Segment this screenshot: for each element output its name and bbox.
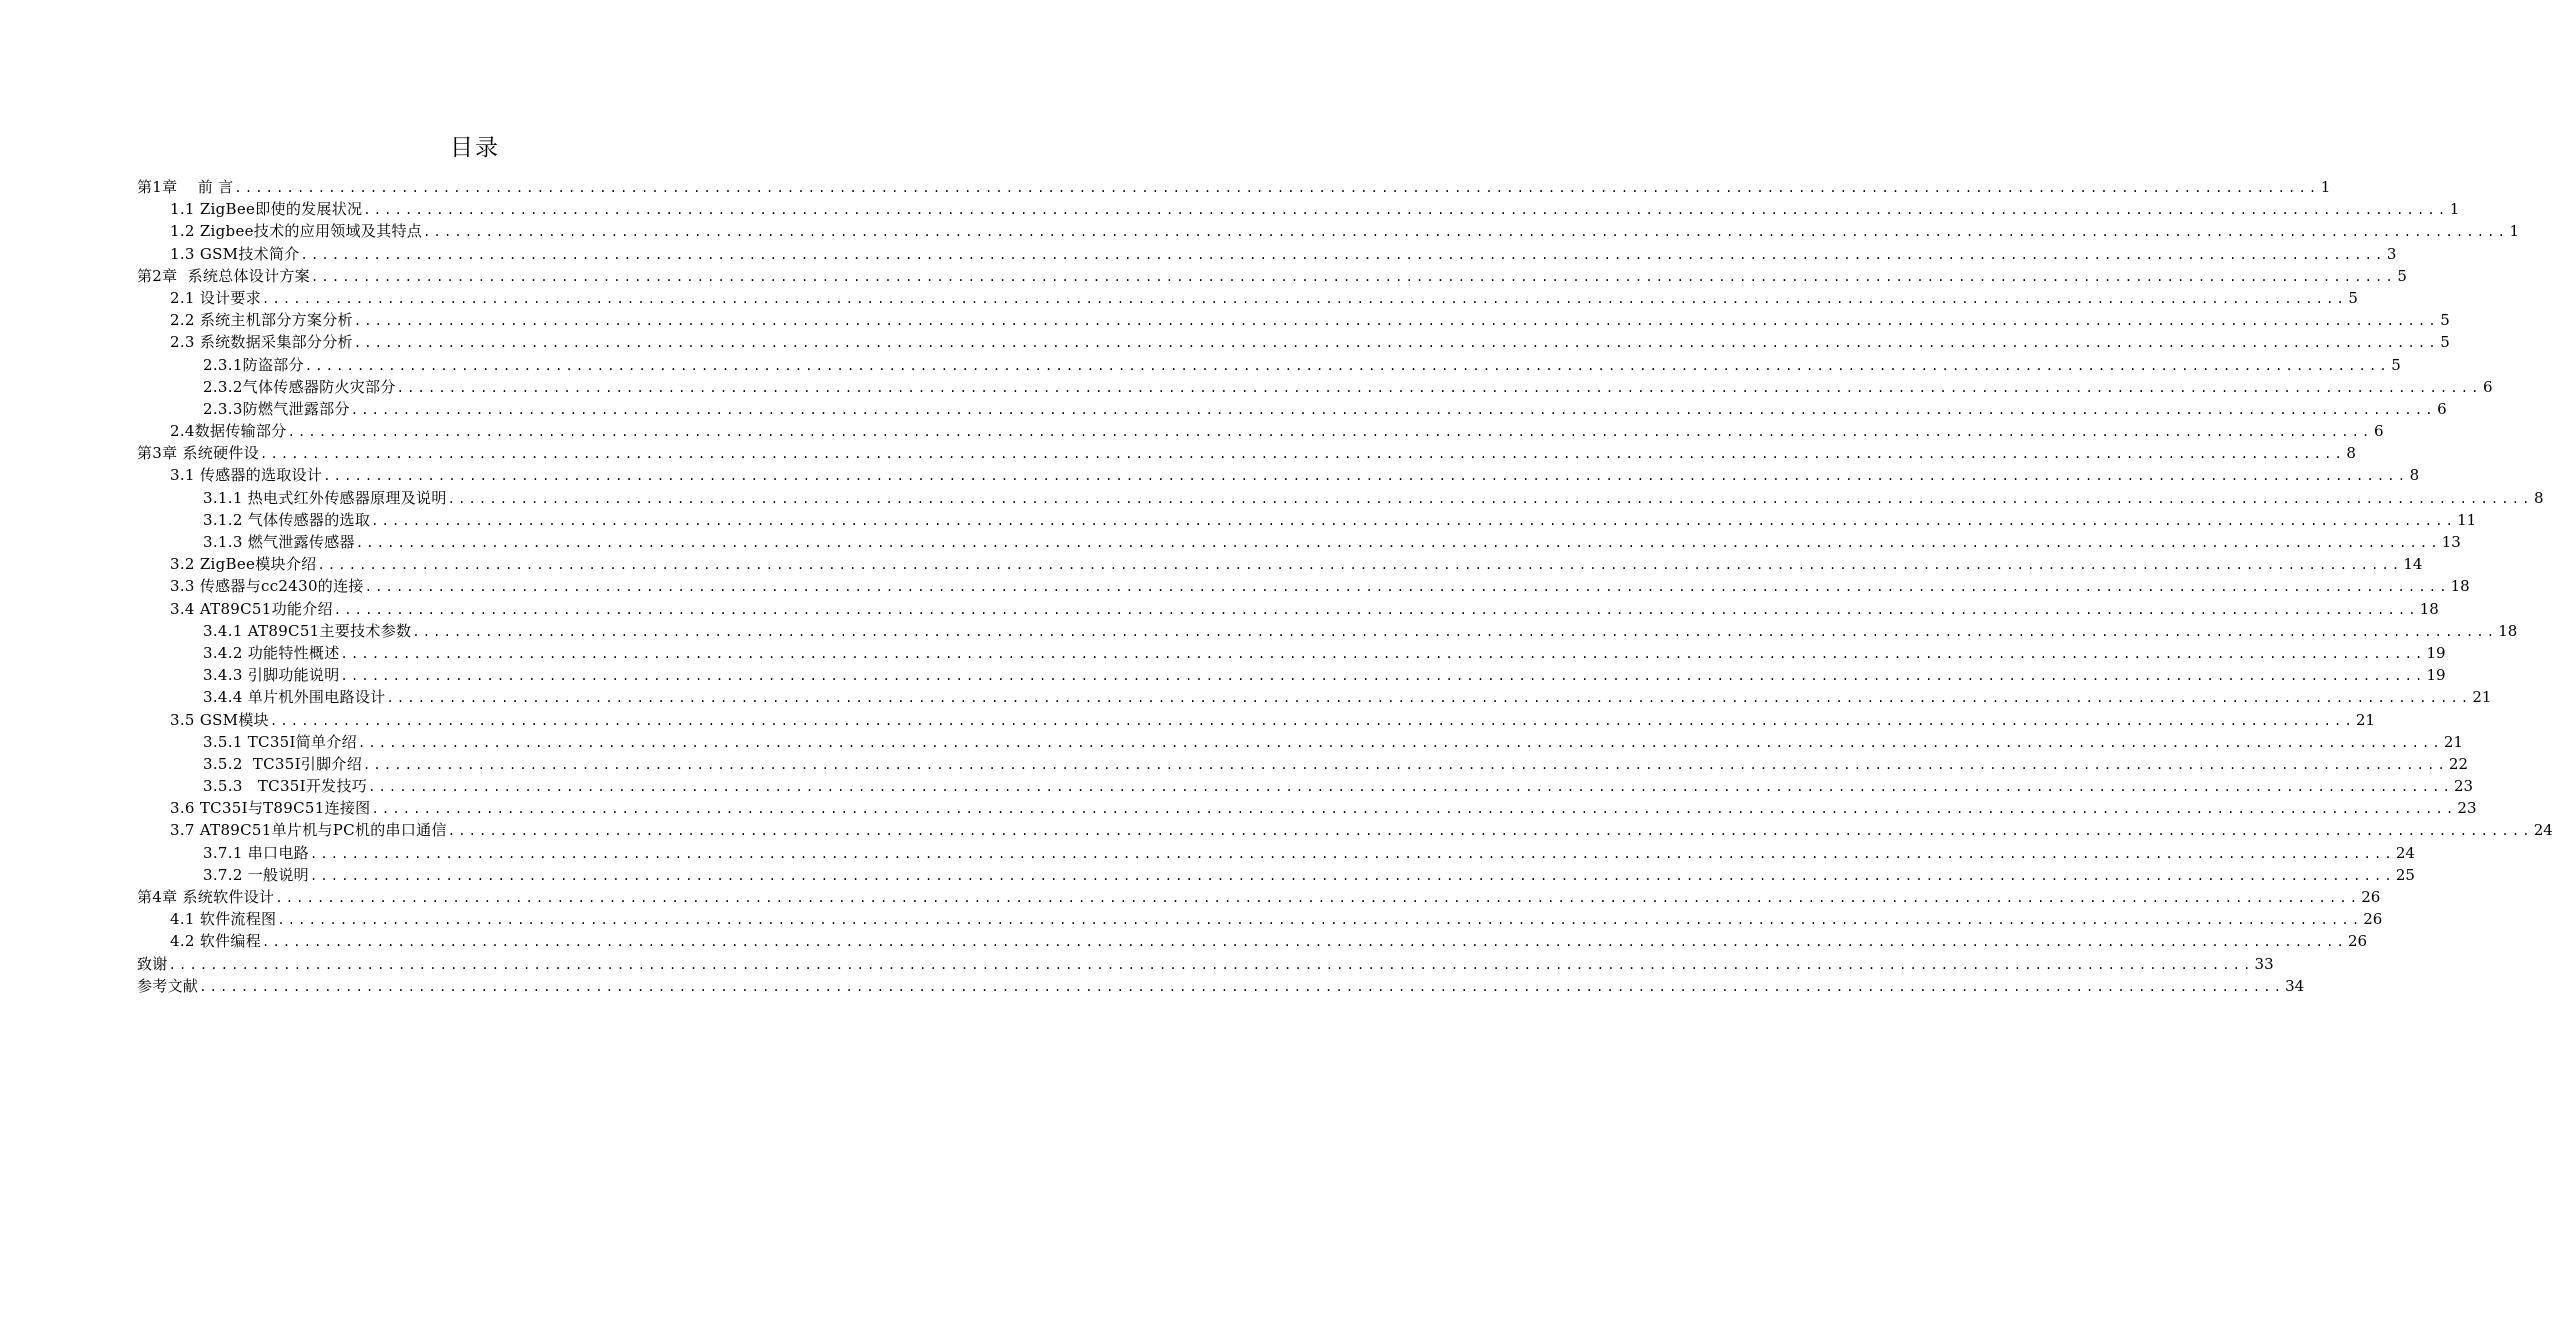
toc-entry-label: 3.1.3 燃气泄露传感器 xyxy=(203,533,355,551)
toc-entry-page-number: 19 xyxy=(2426,643,2446,662)
toc-dot-leader: ........................................................................................................................................................................................................ xyxy=(363,757,2448,772)
toc-dot-leader: ........................................................................................................................................................................................................ xyxy=(300,247,2386,262)
toc-entry[interactable] xyxy=(137,531,2461,553)
toc-entry[interactable] xyxy=(137,664,2446,686)
toc-entry[interactable] xyxy=(137,265,2407,287)
page-title: 目录 xyxy=(450,135,500,161)
toc-entry-page-number: 23 xyxy=(2457,799,2477,818)
toc-entry-page-number: 33 xyxy=(2254,954,2274,973)
toc-entry-label: 3.1 传感器的选取设计 xyxy=(170,466,323,485)
toc-dot-leader: ........................................................................................................................................................................................................ xyxy=(317,558,2403,573)
toc-entry-label: 3.3 传感器与cc2430的连接 xyxy=(170,577,364,596)
toc-entry[interactable] xyxy=(137,975,2305,997)
toc-entry-page-number: 1 xyxy=(2509,222,2520,241)
toc-entry[interactable] xyxy=(137,775,2474,797)
toc-entry-label: 2.3 系统数据采集部分分析 xyxy=(170,333,353,352)
toc-entry-label: 3.5.1 TC35I简单介绍 xyxy=(203,732,357,751)
toc-entry-page-number: 8 xyxy=(2534,488,2544,507)
toc-entry[interactable] xyxy=(137,930,2368,952)
toc-dot-leader: ........................................................................................................................................................................................................ xyxy=(371,513,2457,528)
toc-dot-leader: ........................................................................................................................................................................................................ xyxy=(260,447,2345,462)
toc-entry-page-number: 11 xyxy=(2457,510,2477,529)
toc-entry[interactable] xyxy=(137,442,2356,464)
toc-entry[interactable] xyxy=(137,731,2463,753)
toc-dot-leader: ........................................................................................................................................................................................................ xyxy=(363,203,2449,218)
toc-dot-leader: ........................................................................................................................................................................................................ xyxy=(364,580,2450,595)
toc-entry-page-number: 8 xyxy=(2346,444,2356,463)
toc-dot-leader: ........................................................................................................................................................................................................ xyxy=(340,669,2426,684)
toc-dot-leader: ........................................................................................................................................................................................................ xyxy=(350,402,2436,417)
toc-entry-page-number: 24 xyxy=(2533,821,2553,840)
toc-dot-leader: ........................................................................................................................................................................................................ xyxy=(386,691,2472,706)
toc-entry-label: 3.4.3 引脚功能说明 xyxy=(203,666,340,685)
toc-entry[interactable] xyxy=(137,753,2469,775)
toc-dot-leader: ........................................................................................................................................................................................................ xyxy=(309,868,2395,883)
toc-dot-leader: ........................................................................................................................................................................................................ xyxy=(277,913,2363,928)
toc-entry-label: 2.3.1防盗部分 xyxy=(203,355,304,374)
toc-entry[interactable] xyxy=(137,509,2477,531)
toc-entry[interactable] xyxy=(137,176,2331,198)
toc-entry[interactable] xyxy=(137,198,2460,220)
toc-entry-label: 3.7.2 一般说明 xyxy=(203,865,309,884)
toc-entry-page-number: 5 xyxy=(2391,355,2401,374)
toc-entry-label: 3.4 AT89C51功能介绍 xyxy=(170,599,333,618)
toc-entry-label: 3.1.1 热电式红外传感器原理及说明 xyxy=(203,488,447,507)
toc-entry-page-number: 24 xyxy=(2395,843,2415,862)
toc-dot-leader: ........................................................................................................................................................................................................ xyxy=(333,602,2419,617)
toc-entry[interactable] xyxy=(137,642,2446,664)
toc-dot-leader: ........................................................................................................................................................................................................ xyxy=(423,225,2509,240)
toc-entry-page-number: 21 xyxy=(2472,688,2492,707)
toc-entry-page-number: 18 xyxy=(2419,599,2439,618)
toc-dot-leader: ........................................................................................................................................................................................................ xyxy=(234,181,2320,195)
toc-dot-leader: ........................................................................................................................................................................................................ xyxy=(262,935,2347,950)
toc-dot-leader: ........................................................................................................................................................................................................ xyxy=(287,425,2373,440)
toc-entry-page-number: 23 xyxy=(2454,777,2474,796)
toc-entry[interactable] xyxy=(137,953,2274,975)
toc-entry[interactable] xyxy=(137,487,2544,509)
toc-entry-page-number: 8 xyxy=(2409,466,2420,485)
toc-entry[interactable] xyxy=(137,420,2384,442)
toc-dot-leader: ........................................................................................................................................................................................................ xyxy=(396,380,2482,395)
toc-dot-leader: ........................................................................................................................................................................................................ xyxy=(168,957,2254,972)
toc-entry[interactable] xyxy=(137,842,2415,864)
toc-entry[interactable] xyxy=(137,819,2553,841)
toc-dot-leader: ........................................................................................................................................................................................................ xyxy=(199,979,2285,994)
toc-entry[interactable] xyxy=(137,886,2381,908)
toc-entry-label: 第1章 前 言 xyxy=(137,178,234,196)
toc-dot-leader: ........................................................................................................................................................................................................ xyxy=(447,491,2533,506)
toc-dot-leader: ........................................................................................................................................................................................................ xyxy=(371,802,2457,817)
toc-entry[interactable] xyxy=(137,331,2450,353)
toc-dot-leader: ........................................................................................................................................................................................................ xyxy=(323,469,2409,484)
toc-dot-leader: ........................................................................................................................................................................................................ xyxy=(353,314,2439,329)
toc-entry-label: 参考文献 xyxy=(137,976,199,995)
toc-entry-label: 3.5 GSM模块 xyxy=(170,710,269,729)
toc-dot-leader: ........................................................................................................................................................................................................ xyxy=(310,269,2396,284)
toc-entry-label: 2.3.2气体传感器防火灾部分 xyxy=(203,377,396,396)
toc-entry-page-number: 13 xyxy=(2441,533,2461,551)
toc-dot-leader: ........................................................................................................................................................................................................ xyxy=(340,646,2426,661)
toc-entry-label: 1.3 GSM技术简介 xyxy=(170,244,300,263)
toc-entry-page-number: 3 xyxy=(2386,244,2397,263)
toc-entry-label: 2.2 系统主机部分方案分析 xyxy=(170,311,353,330)
toc-entry-label: 1.2 Zigbee技术的应用领域及其特点 xyxy=(170,222,423,241)
toc-dot-leader: ........................................................................................................................................................................................................ xyxy=(412,624,2498,639)
toc-entry-page-number: 21 xyxy=(2443,732,2463,751)
toc-entry-page-number: 21 xyxy=(2355,710,2375,729)
toc-entry-label: 第3章 系统硬件设 xyxy=(137,444,260,463)
toc-entry[interactable] xyxy=(137,354,2401,376)
toc-entry-page-number: 34 xyxy=(2285,976,2305,995)
toc-entry[interactable] xyxy=(137,243,2397,265)
toc-entry[interactable] xyxy=(137,309,2450,331)
toc-entry-page-number: 6 xyxy=(2437,399,2447,418)
toc-entry-label: 1.1 ZigBee即使的发展状况 xyxy=(170,200,363,219)
toc-dot-leader: ........................................................................................................................................................................................................ xyxy=(269,713,2355,728)
toc-entry-page-number: 22 xyxy=(2448,754,2469,773)
toc-entry-label: 3.5.3 TC35I开发技巧 xyxy=(203,777,368,796)
toc-entry[interactable] xyxy=(137,686,2492,708)
toc-entry[interactable] xyxy=(137,464,2420,486)
toc-entry-label: 2.4数据传输部分 xyxy=(170,422,287,441)
toc-entry-label: 2.3.3防燃气泄露部分 xyxy=(203,399,350,418)
toc-entry-label: 3.6 TC35I与T89C51连接图 xyxy=(170,799,371,818)
toc-entry[interactable] xyxy=(137,598,2439,620)
toc-entry[interactable] xyxy=(137,398,2447,420)
toc-entry-page-number: 1 xyxy=(2449,200,2460,219)
toc-entry-page-number: 18 xyxy=(2498,621,2518,640)
toc-entry-label: 第2章 系统总体设计方案 xyxy=(137,266,310,285)
toc-entry[interactable] xyxy=(137,376,2493,398)
toc-entry-label: 3.4.1 AT89C51主要技术参数 xyxy=(203,621,412,640)
toc-entry-page-number: 26 xyxy=(2363,910,2383,929)
toc-entry-label: 3.4.4 单片机外围电路设计 xyxy=(203,688,386,707)
toc-entry[interactable] xyxy=(137,287,2358,309)
toc-entry-label: 3.7 AT89C51单片机与PC机的串口通信 xyxy=(170,821,447,840)
toc-dot-leader: ........................................................................................................................................................................................................ xyxy=(309,846,2395,861)
toc-entry[interactable] xyxy=(137,620,2518,642)
toc-dot-leader: ........................................................................................................................................................................................................ xyxy=(275,891,2361,905)
toc-dot-leader: ........................................................................................................................................................................................................ xyxy=(353,336,2439,351)
toc-entry[interactable] xyxy=(137,575,2470,597)
toc-entry-label: 3.4.2 功能特性概述 xyxy=(203,643,340,662)
toc-entry-page-number: 26 xyxy=(2347,932,2368,951)
toc-entry-page-number: 6 xyxy=(2373,422,2384,441)
toc-entry-page-number: 5 xyxy=(2348,288,2358,307)
toc-dot-leader: ........................................................................................................................................................................................................ xyxy=(262,291,2347,306)
toc-entry-page-number: 26 xyxy=(2361,888,2381,906)
toc-entry-page-number: 14 xyxy=(2403,555,2423,574)
toc-entry-label: 第4章 系统软件设计 xyxy=(137,888,275,906)
toc-entry-page-number: 5 xyxy=(2440,333,2450,352)
toc-entry[interactable] xyxy=(137,220,2520,242)
toc-dot-leader: ........................................................................................................................................................................................................ xyxy=(447,824,2533,839)
toc-entry-label: 4.2 软件编程 xyxy=(170,932,262,951)
toc-entry[interactable] xyxy=(137,864,2415,886)
toc-entry[interactable] xyxy=(137,797,2477,819)
toc-entry-page-number: 5 xyxy=(2440,311,2450,330)
toc-entry-page-number: 5 xyxy=(2397,266,2407,285)
toc-entry-page-number: 18 xyxy=(2450,577,2470,596)
toc-entry-label: 3.2 ZigBee模块介绍 xyxy=(170,555,317,574)
toc-entry-label: 3.7.1 串口电路 xyxy=(203,843,309,862)
toc-entry-page-number: 19 xyxy=(2426,666,2446,685)
toc-dot-leader: ........................................................................................................................................................................................................ xyxy=(304,358,2390,373)
toc-entry-label: 致谢 xyxy=(137,954,168,973)
toc-entry[interactable] xyxy=(137,908,2383,930)
toc-entry-label: 3.1.2 气体传感器的选取 xyxy=(203,510,371,529)
toc-entry[interactable] xyxy=(137,709,2375,731)
toc-entry-page-number: 25 xyxy=(2395,865,2415,884)
toc-entry-page-number: 6 xyxy=(2483,377,2493,396)
toc-entry-page-number: 1 xyxy=(2320,178,2331,196)
toc-entry[interactable] xyxy=(137,553,2423,575)
toc-entry-label: 3.5.2 TC35I引脚介绍 xyxy=(203,754,362,773)
toc-entry-label: 4.1 软件流程图 xyxy=(170,910,277,929)
toc-dot-leader: ........................................................................................................................................................................................................ xyxy=(368,780,2453,795)
table-of-contents xyxy=(137,176,2553,997)
toc-entry-label: 2.1 设计要求 xyxy=(170,288,262,307)
toc-dot-leader: ........................................................................................................................................................................................................ xyxy=(355,536,2441,550)
toc-dot-leader: ........................................................................................................................................................................................................ xyxy=(357,735,2443,750)
